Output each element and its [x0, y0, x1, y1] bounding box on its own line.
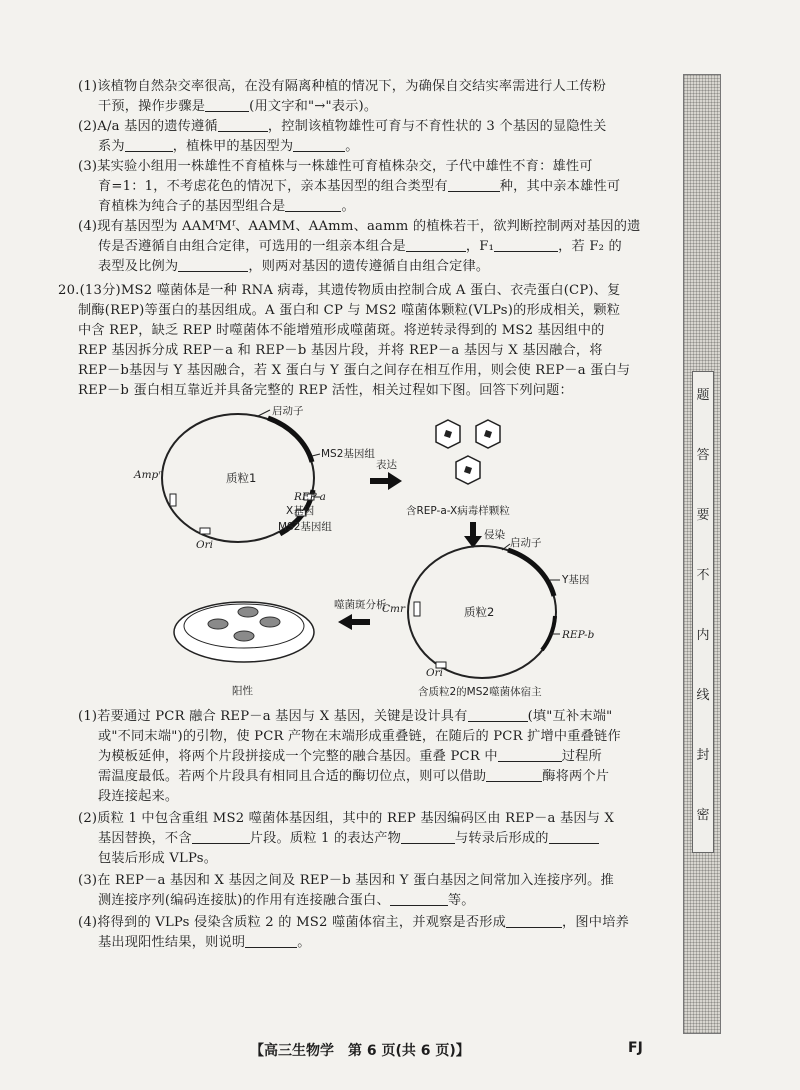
answer-blank[interactable] [192, 831, 250, 844]
answer-blank[interactable] [245, 935, 297, 948]
seal-char: 题 [696, 388, 710, 403]
host-label: 含质粒2的MS2噬菌体宿主 [418, 686, 542, 698]
q20-part1-line5: 段连接起来。 [98, 789, 179, 804]
answer-blank[interactable] [293, 139, 345, 152]
answer-blank[interactable] [448, 179, 500, 192]
text: 。 [345, 139, 359, 154]
q20-intro-line1: 20.(13分)MS2 噬菌体是一种 RNA 病毒，其遗传物质由控制合成 A 蛋白、衣壳蛋白(CP)、复 [58, 283, 621, 298]
ms2-genome-segment-1 [268, 418, 312, 462]
text: 为模板延伸，将两个片段拼接成一个完整的融合基因。重叠 PCR 中 [98, 749, 498, 764]
text: (用文字和"→"表示)。 [249, 99, 378, 114]
q20-part1-line2: 或"不同末端")的引物，使 PCR 产物在末端形成重叠链，在随后的 PCR 扩增中重叠链作 [98, 729, 621, 744]
text: 基出现阳性结果，则说明 [98, 935, 246, 950]
plaque-spot [260, 617, 280, 627]
q19-part1-line2 [98, 98, 377, 115]
y-gene-label: Y基因 [562, 574, 590, 586]
text: 表型及比例为 [98, 259, 179, 274]
seal-char: 答 [696, 448, 710, 463]
q19-part1-line1: (1)该植物自然杂交率很高，在没有隔离种植的情况下，为确保自交结实率需进行人工传粉 [78, 79, 607, 94]
promoter-label-2: 启动子 [510, 537, 542, 549]
cmr-label: Cmr [382, 603, 406, 615]
answer-blank[interactable] [486, 769, 542, 782]
x-gene-label: X基因 [286, 505, 315, 517]
express-arrow [370, 458, 402, 490]
rep-b-label: REP-b [562, 629, 595, 641]
express-label: 表达 [376, 459, 397, 471]
seal-char: 密 [696, 808, 710, 823]
text: ，植株甲的基因型为 [172, 139, 294, 154]
text: ，F₁ [465, 239, 495, 254]
q19-part4-line1: (4)现有基因型为 AAMᶠMᶠ、AAMM、AAmm、aamm 的植株若干，欲判断控制两对基因的遗 [78, 219, 641, 234]
promoter-label-1: 启动子 [272, 406, 304, 417]
text: (1)若要通过 PCR 融合 REP－a 基因与 X 基因，关键是设计具有 [78, 709, 468, 724]
text: 种，其中亲本雄性可 [499, 179, 621, 194]
text: 酶将两个片 [542, 769, 610, 784]
ms2-genome-label-1: MS2基因组 [321, 448, 375, 460]
seal-char: 要 [696, 508, 710, 523]
text: (2)A/a 基因的遗传遵循 [78, 119, 218, 134]
ampr-box [170, 494, 176, 506]
q19-part4-line2 [98, 238, 622, 255]
q20-intro-line3: 中含 REP，缺乏 REP 时噬菌体不能增殖形成噬菌斑。将逆转录得到的 MS2 基因组中的 [78, 323, 605, 338]
q20-part1-line1 [78, 708, 612, 725]
text: 干预，操作步骤是 [98, 99, 206, 114]
positive-label: 阳性 [232, 685, 253, 697]
answer-blank[interactable] [401, 831, 455, 844]
experiment-diagram [130, 406, 670, 702]
q20-part1-line4 [98, 768, 609, 785]
plaque-label: 噬菌斑分析 [334, 599, 387, 611]
answer-blank[interactable] [178, 259, 248, 272]
answer-blank[interactable] [406, 239, 466, 252]
q19-part2-line1 [78, 118, 607, 135]
text: 与转录后形成的 [454, 831, 549, 846]
text: 系为 [98, 139, 125, 154]
text: 过程所 [561, 749, 602, 764]
arrow-shaft [350, 619, 370, 625]
answer-blank[interactable] [506, 915, 562, 928]
plasmid-1-label: 质粒1 [226, 471, 257, 485]
arrow-shaft [370, 478, 390, 484]
answer-blank[interactable] [218, 119, 268, 132]
text: (填"互补末端" [527, 709, 613, 724]
text: 基因替换，不含 [98, 831, 192, 846]
q20-part3-line1: (3)在 REP－a 基因和 X 基因之间及 REP－b 基因和 Y 蛋白基因之间常加入连接序列。推 [78, 873, 614, 888]
answer-blank[interactable] [390, 893, 448, 906]
rep-b-segment [542, 616, 555, 650]
answer-blank[interactable] [549, 831, 599, 844]
petri-dish [174, 602, 314, 697]
rep-a-label: REP-a [294, 491, 326, 503]
q19-part3-line3 [98, 198, 355, 215]
q20-part4-line1 [78, 914, 629, 931]
text: 需温度最低。若两个片段具有相同且合适的酶切位点，则可以借助 [98, 769, 487, 784]
arrow-head [338, 614, 352, 630]
q20-part3-line2 [98, 892, 475, 909]
exam-code: FJ [628, 1040, 643, 1056]
answer-blank[interactable] [125, 139, 173, 152]
q20-part1-line3 [98, 748, 602, 765]
answer-blank[interactable] [205, 99, 249, 112]
seal-char: 不 [696, 568, 710, 583]
virus-like-particles [406, 420, 510, 517]
arrow-head [388, 472, 402, 490]
seal-char: 封 [696, 748, 710, 763]
q20-intro-line2: 制酶(REP)等蛋白的基因组成。A 蛋白和 CP 与 MS2 噬菌体颗粒(VLPs)的形成相关，颗粒 [78, 303, 621, 318]
y-gene-segment [508, 550, 554, 596]
text: 育=1：1，不考虑花色的情况下，亲本基因型的组合类型有 [98, 179, 448, 194]
answer-blank[interactable] [468, 709, 528, 722]
seal-line-sidebar [683, 74, 721, 1034]
infect-arrow [464, 522, 505, 548]
text: 等。 [447, 893, 475, 908]
leader-line [258, 410, 270, 416]
ori-label-2: Ori [426, 667, 443, 679]
arrow-shaft [470, 522, 476, 538]
q19-part3-line2 [98, 178, 620, 195]
text: ，图中培养 [562, 915, 629, 930]
text: 育植株为纯合子的基因型组合是 [98, 199, 286, 214]
plasmid-2-label: 质粒2 [464, 605, 495, 619]
leader-line [312, 454, 320, 456]
text: 。 [341, 199, 355, 214]
answer-blank[interactable] [285, 199, 341, 212]
q20-part4-line2 [98, 934, 311, 951]
plaque-spot [234, 631, 254, 641]
text: 传是否遵循自由组合定律，可选用的一组亲本组合是 [98, 239, 406, 254]
q20-intro-line6: REP－b 蛋白相互靠近并具备完整的 REP 活性，相关过程如下图。回答下列问题： [78, 383, 573, 398]
plasmid-1 [133, 406, 375, 551]
seal-line-notice [692, 371, 714, 853]
cmr-box [414, 602, 420, 616]
vlp-label: 含REP-a-X病毒样颗粒 [406, 505, 510, 517]
answer-blank[interactable] [494, 239, 558, 252]
q20-part2-line1: (2)质粒 1 中包含重组 MS2 噬菌体基因组，其中的 REP 基因编码区由 REP－a 基因与 X [78, 811, 615, 826]
text: ，则两对基因的遗传遵循自由组合定律。 [248, 259, 490, 274]
q20-part2-line2 [98, 830, 599, 847]
infect-label: 侵染 [484, 529, 505, 541]
q20-part2-line3: 包装后形成 VLPs。 [98, 851, 218, 866]
text: 。 [297, 935, 311, 950]
text: 片段。质粒 1 的表达产物 [249, 831, 401, 846]
ms2-genome-label-2: MS2基因组 [278, 521, 332, 533]
plaque-spot [238, 607, 258, 617]
page-footer: 【高三生物学 第 6 页(共 6 页)】 [250, 1043, 470, 1059]
ampr-label: Ampʳ [134, 469, 162, 481]
text: 测连接序列(编码连接肽)的作用有连接融合蛋白、 [98, 893, 390, 908]
q19-part3-line1: (3)某实验小组用一株雄性不育植株与一株雄性可育植株杂交，子代中雄性不育：雄性可 [78, 159, 593, 174]
text: ，控制该植物雄性可育与不育性状的 3 个基因的显隐性关 [267, 119, 607, 134]
plaque-spot [208, 619, 228, 629]
ori-box [200, 528, 210, 534]
seal-char: 内 [696, 628, 710, 643]
plaque-arrow [334, 598, 387, 630]
text: ，若 F₂ 的 [558, 239, 622, 254]
ori-label-1: Ori [196, 539, 213, 551]
text: (4)将得到的 VLPs 侵染含质粒 2 的 MS2 噬菌体宿主，并观察是否形成 [78, 915, 507, 930]
plasmid-2 [382, 536, 595, 698]
q20-intro-line4: REP 基因拆分成 REP－a 和 REP－b 基因片段，并将 REP－a 基因与 X 基因融合，将 [78, 343, 603, 358]
q19-part4-line3 [98, 258, 489, 275]
q20-intro-line5: REP－b基因与 Y 基因融合，若 X 蛋白与 Y 蛋白之间存在相互作用，则会使 REP－a 蛋白与 [78, 363, 631, 378]
answer-blank[interactable] [498, 749, 562, 762]
q19-part2-line2 [98, 138, 359, 155]
seal-char: 线 [696, 688, 710, 703]
